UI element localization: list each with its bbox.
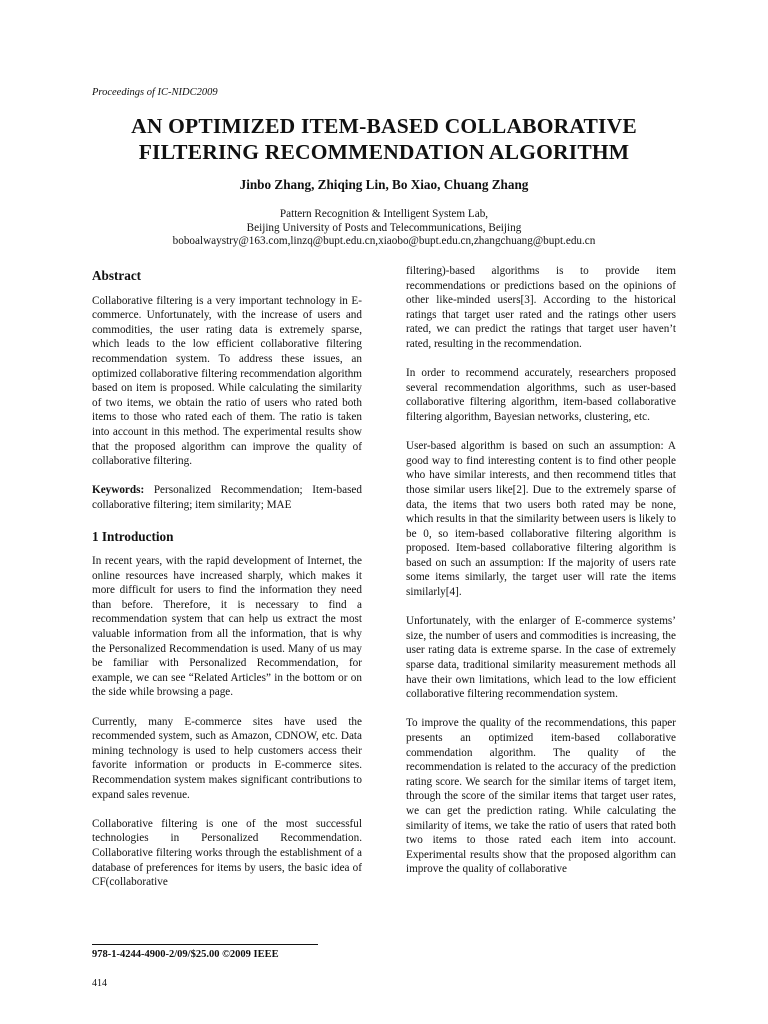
- affiliation: [0, 208, 768, 249]
- affiliation-university: Beijing University of Posts and Telecommunications, Beijing: [246, 221, 522, 234]
- footnote-rule: [92, 944, 318, 945]
- right-paragraph-4: Unfortunately, with the enlarger of E-commerce systems’ size, the number of users and commodities is increasing, the user rating data is extreme sparse. In the case of extremely sparse data, traditional similarity measurement methods all have their own limitations, which lead to the low efficient collaborative filtering recommendation system.: [406, 615, 676, 701]
- abstract-text: Collaborative filtering is a very important technology in E-commerce. Unfortunately, with the increase of users and commodities, the user rating data is extremely sparse, which leads to the low efficient collaborative filtering recommendation system. To address these issues, an optimized collaborative filtering recommendation algorithm based on item is proposed. While calculating the similarity of two items, we obtain the ratio of users who rated both items to those who rated each of them. The ratio is taken into account in this method. The experimental results show that the proposed algorithm can improve the quality of collaborative filtering.: [92, 294, 362, 468]
- title-line-2: FILTERING RECOMMENDATION ALGORITHM: [138, 140, 630, 164]
- keywords-label: Keywords:: [92, 484, 145, 497]
- right-column: [406, 264, 676, 877]
- keywords-text: Personalized Recommendation; Item-based collaborative filtering; item similarity; MAE: [92, 484, 362, 511]
- authors: Jinbo Zhang, Zhiqing Lin, Bo Xiao, Chuang Zhang: [239, 177, 529, 192]
- right-paragraph-2: In order to recommend accurately, researchers proposed several recommendation algorithms, such as user-based collaborative filtering algorithm, item-based collaborative filtering algorithm, Bayesian networks, clustering, etc.: [406, 367, 676, 423]
- page-number: 414: [92, 978, 107, 989]
- keywords: [92, 483, 362, 512]
- intro-paragraph-2: Currently, many E-commerce sites have used the recommended system, such as Amazon, CDNOW, etc. Data mining technology is used to help customers access their favorite information or products in E-commerce sites. Recommendation system makes significant contributions to expand sales revenue.: [92, 715, 362, 801]
- left-column: [92, 265, 362, 890]
- title-line-1: AN OPTIMIZED ITEM-BASED COLLABORATIVE: [131, 114, 637, 138]
- copyright-notice: 978-1-4244-4900-2/09/$25.00 ©2009 IEEE: [92, 949, 279, 960]
- intro-paragraph-1: In recent years, with the rapid development of Internet, the online resources have increased sharply, which makes it more difficult for users to find the information they need than before. Therefore, it is necessary to find a recommendation system that can help us extract the most valuable information from all the information, that is why the Personalized Recommendation is used. Many of us may be familiar with Personalized Recommendation, for example, we can see “Related Articles” in the bottom or on the side while browsing a page.: [92, 555, 362, 699]
- affiliation-emails: boboalwaystry@163.com,linzq@bupt.edu.cn,xiaobo@bupt.edu.cn,zhangchuang@bupt.edu.cn: [172, 235, 596, 247]
- affiliation-lab: Pattern Recognition & Intelligent System Lab,: [279, 208, 489, 220]
- introduction-heading: 1 Introduction: [92, 528, 174, 544]
- right-paragraph-1: filtering)-based algorithms is to provide item recommendations or predictions based on the opinions of other like-minded users[3]. According to the historical ratings that target user rated and the ratings other users rated, we can predict the ratings that target user haven’t rated, resulting in the recommendation.: [406, 265, 676, 350]
- running-head: Proceedings of IC-NIDC2009: [92, 87, 218, 98]
- abstract-heading: Abstract: [92, 268, 142, 283]
- right-paragraph-3: User-based algorithm is based on such an assumption: A good way to find interesting content is to find other people who have similar interests, and then recommend titles that those similar users like[2]. Due to the extremely sparse of data, the items that two users both rated may be none, which results in that the similarity between users is likely to be 0, so item-based collaborative filtering algorithm is proposed. Item-based collaborative filtering algorithm is based on such an assumption: If the majority of users rate some items similarly, the target user will rate the items similarly[4].: [406, 440, 676, 599]
- paper-title: [0, 113, 768, 165]
- intro-paragraph-3: Collaborative filtering is one of the most successful technologies in Personalized Recommendation. Collaborative filtering works through the establishment of a database of preferences for items by users, the basic idea of CF(collaborative: [92, 817, 362, 889]
- right-paragraph-5: To improve the quality of the recommendations, this paper presents an optimized item-based collaborative commendation algorithm. The quality of the recommendation is related to the accuracy of the prediction rating score. We search for the similar items of target item, through the score of the similar items that target user rates, we can get the prediction rating. While calculating the similarity of items, we take the ratio of users that rated both two items to those rated each item into account. Experimental results show that the proposed algorithm can improve the quality of collaborative: [406, 717, 676, 876]
